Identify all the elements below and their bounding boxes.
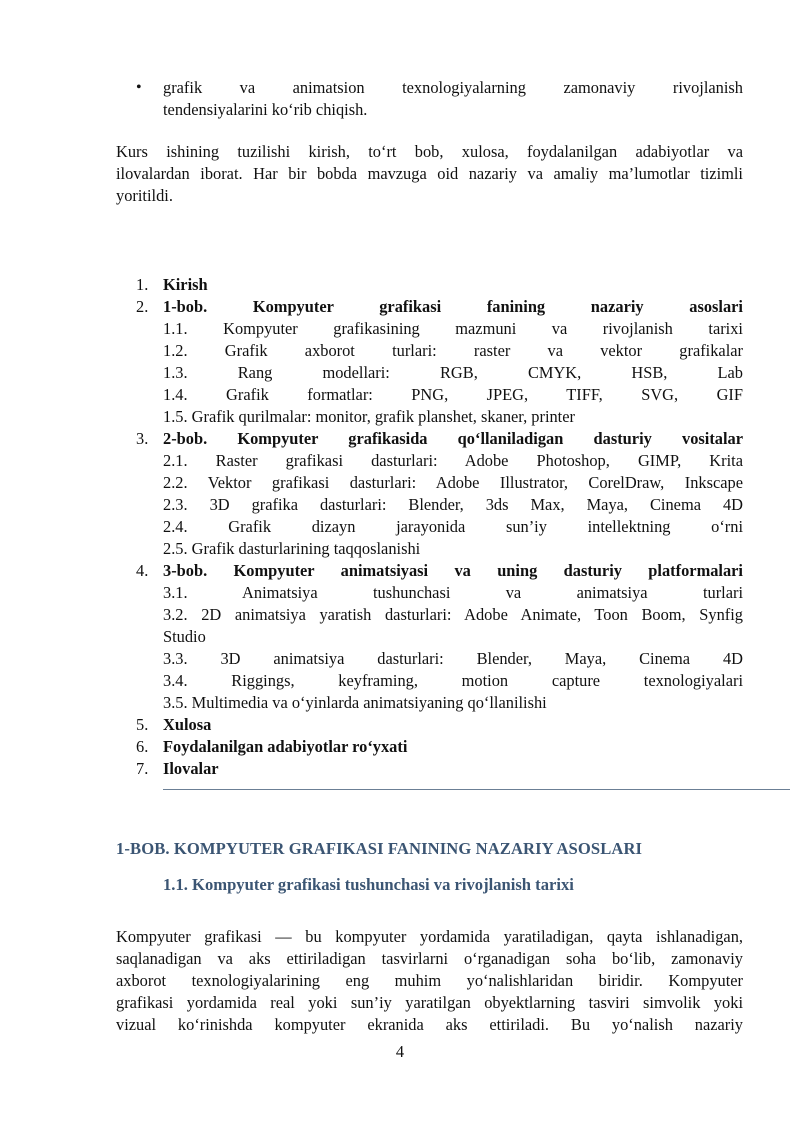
chapter-heading: 1-BOB. KOMPYUTER GRAFIKASI FANINING NAZARIY ASOSLARI bbox=[116, 839, 643, 858]
bullet-line: tendensiyalarini ko‘rib chiqish. bbox=[163, 100, 368, 119]
horizontal-divider bbox=[163, 789, 790, 790]
paragraph-line: axborot texnologiyalarining eng muhim yo‘nalishlaridan biridir. Kompyuter bbox=[116, 971, 743, 990]
paragraph-line: saqlanadigan va aks ettiriladigan tasvirlarni o‘rganadigan soha bo‘lib, zamonaviy bbox=[116, 949, 743, 968]
toc-subitem: 2.2. Vektor grafikasi dasturlari: Adobe Illustrator, CorelDraw, Inkscape bbox=[163, 473, 743, 492]
toc-number: 2. bbox=[136, 297, 149, 316]
toc-subitem: 1.4. Grafik formatlar: PNG, JPEG, TIFF, SVG, GIF bbox=[163, 385, 743, 404]
toc-item bbox=[136, 758, 743, 780]
bullet-item bbox=[163, 77, 743, 121]
page-number: 4 bbox=[395, 1042, 405, 1061]
toc-subitem: 3.1. Animatsiya tushunchasi va animatsiya turlari bbox=[163, 583, 743, 602]
toc-subitem: 2.3. 3D grafika dasturlari: Blender, 3ds Max, Maya, Cinema 4D bbox=[163, 495, 743, 514]
toc-number: 7. bbox=[136, 759, 149, 778]
toc-title: 1-bob. Kompyuter grafikasi fanining nazariy asoslari bbox=[163, 297, 743, 316]
paragraph-line: grafikasi yordamida real yoki sun’iy yaratilgan obyektlarning tasviri simvolik yoki bbox=[116, 993, 743, 1012]
toc-item bbox=[136, 736, 743, 758]
toc-item bbox=[136, 296, 743, 428]
toc-item bbox=[136, 560, 743, 714]
toc-subitem: 1.2. Grafik axborot turlari: raster va vektor grafikalar bbox=[163, 341, 743, 360]
paragraph-line: Kurs ishining tuzilishi kirish, to‘rt bob, xulosa, foydalanilgan adabiyotlar va bbox=[116, 142, 743, 161]
toc-title: Kirish bbox=[163, 275, 208, 294]
toc-subitem: 1.5. Grafik qurilmalar: monitor, grafik planshet, skaner, printer bbox=[163, 407, 575, 426]
toc-subitem: 2.4. Grafik dizayn jarayonida sun’iy intellektning o‘rni bbox=[163, 517, 743, 536]
bullet-line: grafik va animatsion texnologiyalarning zamonaviy rivojlanish bbox=[163, 78, 743, 97]
toc-number: 5. bbox=[136, 715, 149, 734]
toc-subitem: 3.2. 2D animatsiya yaratish dasturlari: Adobe Animate, Toon Boom, Synfig bbox=[163, 605, 743, 624]
body-paragraph bbox=[116, 926, 743, 1036]
bullet-marker: • bbox=[136, 79, 142, 96]
paragraph-line: vizual ko‘rinishda kompyuter ekranida aks ettiriladi. Bu yo‘nalish nazariy bbox=[116, 1015, 743, 1034]
toc-subitem: 1.3. Rang modellari: RGB, CMYK, HSB, Lab bbox=[163, 363, 743, 382]
toc-title: Ilovalar bbox=[163, 759, 219, 778]
toc-subitem: 3.5. Multimedia va o‘yinlarda animatsiyaning qo‘llanilishi bbox=[163, 693, 547, 712]
toc-title: 3-bob. Kompyuter animatsiyasi va uning dasturiy platformalari bbox=[163, 561, 743, 580]
table-of-contents bbox=[136, 274, 743, 780]
toc-title: Xulosa bbox=[163, 715, 212, 734]
toc-subitem: 3.3. 3D animatsiya dasturlari: Blender, Maya, Cinema 4D bbox=[163, 649, 743, 668]
toc-number: 6. bbox=[136, 737, 149, 756]
toc-subitem: 1.1. Kompyuter grafikasining mazmuni va rivojlanish tarixi bbox=[163, 319, 743, 338]
toc-subitem: 2.5. Grafik dasturlarining taqqoslanishi bbox=[163, 539, 421, 558]
paragraph-line: ilovalardan iborat. Har bir bobda mavzuga oid nazariy va amaliy ma’lumotlar tizimli bbox=[116, 164, 743, 183]
toc-item bbox=[136, 274, 743, 296]
toc-number: 1. bbox=[136, 275, 149, 294]
toc-title: 2-bob. Kompyuter grafikasida qo‘llaniladigan dasturiy vositalar bbox=[163, 429, 743, 448]
toc-subitem: 2.1. Raster grafikasi dasturlari: Adobe Photoshop, GIMP, Krita bbox=[163, 451, 743, 470]
intro-paragraph bbox=[116, 141, 743, 207]
toc-title: Foydalanilgan adabiyotlar ro‘yxati bbox=[163, 737, 408, 756]
toc-subitem: Studio bbox=[163, 627, 206, 646]
toc-item bbox=[136, 714, 743, 736]
toc-item bbox=[136, 428, 743, 560]
paragraph-line: yoritildi. bbox=[116, 186, 173, 205]
toc-number: 4. bbox=[136, 561, 149, 580]
toc-subitem: 3.4. Riggings, keyframing, motion capture texnologiyalari bbox=[163, 671, 743, 690]
paragraph-line: Kompyuter grafikasi — bu kompyuter yordamida yaratiladigan, qayta ishlanadigan, bbox=[116, 927, 743, 946]
toc-number: 3. bbox=[136, 429, 149, 448]
section-heading: 1.1. Kompyuter grafikasi tushunchasi va rivojlanish tarixi bbox=[163, 875, 574, 894]
